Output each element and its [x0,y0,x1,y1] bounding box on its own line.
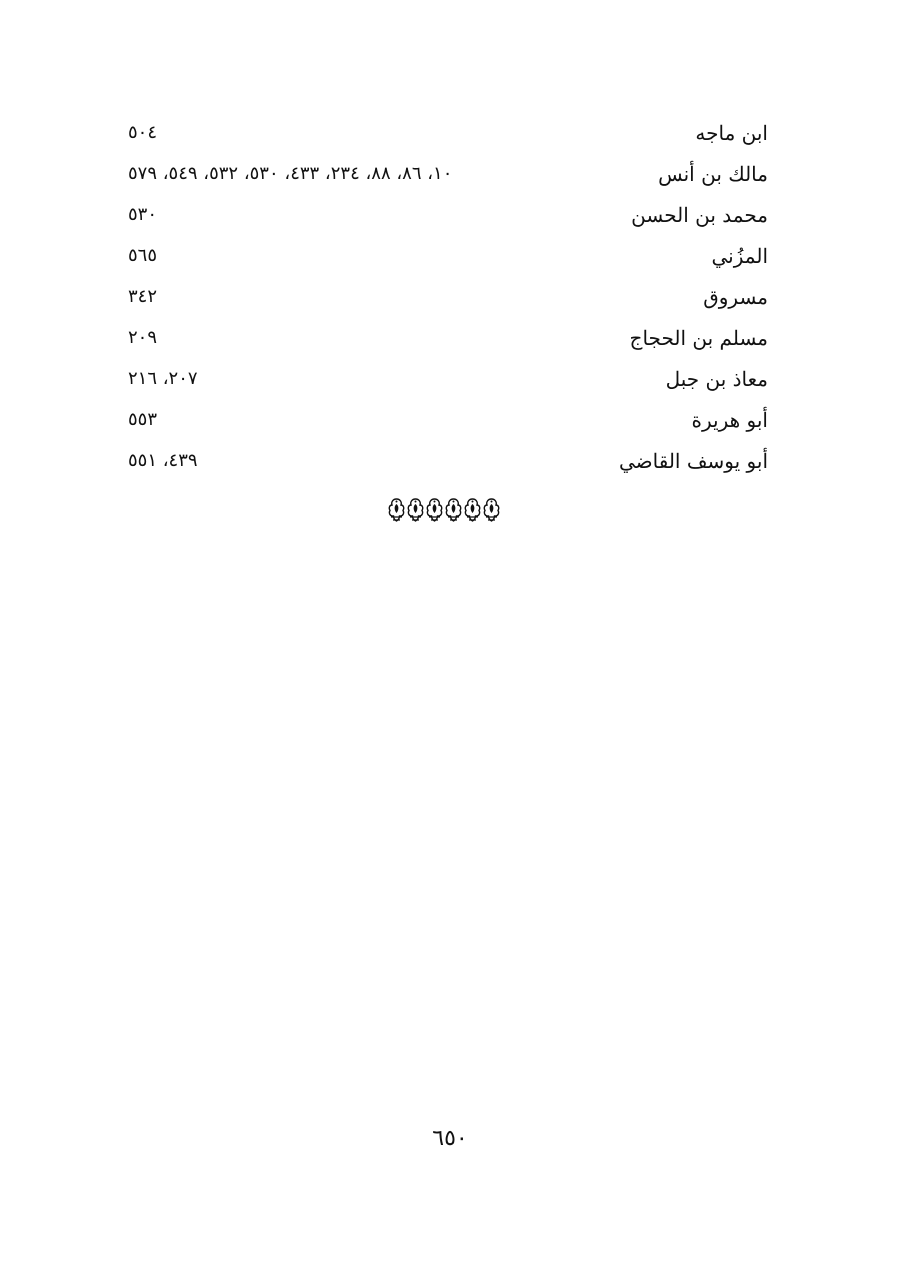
entry-name: معاذ بن جبل [665,366,768,391]
entry-pages: ٥٦٥ [128,245,158,266]
index-entry [128,235,768,276]
entry-name: أبو يوسف القاضي [618,448,768,473]
entry-pages: ٥٣٠ [128,204,158,225]
entry-pages: ٤٣٩، ٥٥١ [128,450,198,471]
entry-pages: ٥٥٣ [128,409,158,430]
page-number: ٦٥٠ [432,1126,468,1151]
entry-pages: ٥٠٤ [128,122,158,143]
entry-pages: ٢٠٩ [128,327,158,348]
index-entry [128,194,768,235]
entry-name: أبو هريرة [691,407,768,432]
floral-divider-icon [387,496,501,524]
entry-name: مسروق [703,284,768,309]
entry-name: ابن ماجه [695,120,768,145]
entry-name: محمد بن الحسن [631,202,768,227]
entry-pages: ١٠، ٨٦، ٨٨، ٢٣٤، ٤٣٣، ٥٣٠، ٥٣٢، ٥٤٩، ٥٧٩ [128,163,453,184]
index-entry [128,112,768,153]
index-entry [128,440,768,481]
index-entry [128,276,768,317]
entry-pages: ٣٤٢ [128,286,158,307]
entry-name: مالك بن أنس [658,161,768,186]
index-entry [128,399,768,440]
entry-name: المزُني [711,243,768,268]
index-list [128,112,768,481]
entry-name: مسلم بن الحجاج [629,325,768,350]
index-entry [128,358,768,399]
index-entry [128,153,768,194]
entry-pages: ٢٠٧، ٢١٦ [128,368,198,389]
index-entry [128,317,768,358]
